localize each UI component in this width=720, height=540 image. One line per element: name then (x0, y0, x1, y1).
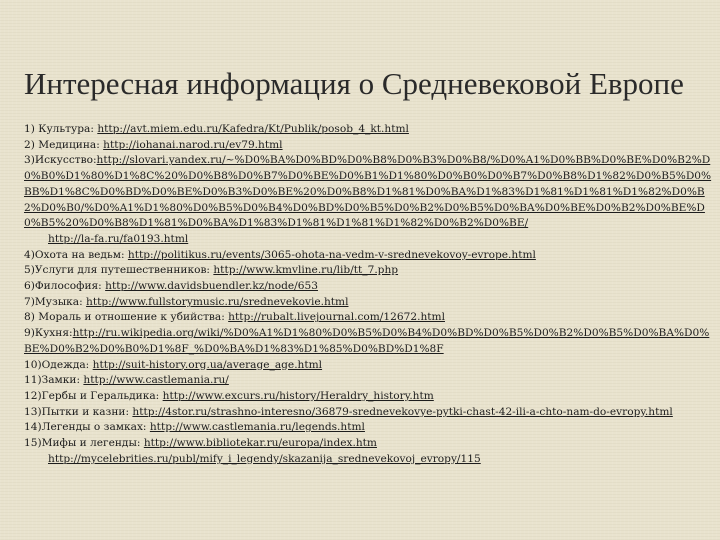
list-item (24, 153, 714, 232)
item-link-secondary[interactable]: http://la-fa.ru/fa0193.html (48, 232, 189, 245)
list-item (24, 295, 714, 311)
item-link[interactable]: http://rubalt.livejournal.com/12672.html (228, 311, 445, 324)
list-item (24, 122, 714, 138)
item-link[interactable]: http://politikus.ru/events/3065-ohota-na-vedm-v-srednevekovoy-evrope.html (127, 248, 536, 261)
item-label: 1) Культура: (24, 123, 98, 135)
item-label: 14)Легенды о замках: (24, 421, 150, 434)
item-label: 3)Искусство: (24, 154, 97, 167)
item-label: 10)Одежда: (24, 358, 93, 371)
item-link-secondary[interactable]: http://mycelebrities.ru/publ/mify_i_legendy/skazanija_srednevekovoj_evropy/115 (48, 452, 481, 465)
item-link[interactable]: http://iohanai.narod.ru/ev79.html (103, 138, 283, 151)
item-link[interactable]: http://www.excurs.ru/history/Heraldry_history.htm (162, 389, 434, 402)
item-label: 2) Медицина: (24, 138, 104, 151)
item-link[interactable]: http://ru.wikipedia.org/wiki/%D0%A1%D1%80%D0%B5%D0%B4%D0%BD%D0%B5%D0%B2%D0%B5%D0%BA%D0%BE%D0%B2%D0%B0%D1%8F_%D0%BA%D1%83%D1%85%D0%BD%D1%8F (24, 327, 710, 355)
item-link[interactable]: http://www.castlemania.ru/ (83, 374, 229, 387)
item-label: 13)Пытки и казни: (24, 405, 133, 418)
item-link[interactable]: http://www.kmvline.ru/lib/tt_7.php (213, 264, 399, 277)
list-item-continuation (24, 452, 714, 468)
item-label: 5)Услуги для путешественников: (24, 264, 214, 277)
item-link[interactable]: http://slovari.yandex.ru/~%D0%BA%D0%BD%D0%B8%D0%B3%D0%B8/%D0%A1%D0%BB%D0%BE%D0%B2%D0%B0%D1%80%D1%8C%20%D0%B8%D0%B7%D0%BE%D0%B1%D1%80%D0%B0%D0%B7%D0%B8%D1%82%D0%B5%D0%BB%D1%8C%D0%BD%D0%BE%D0%B3%D0%BE%20%D0%B8%D1%81%D0%BA%D1%83%D1%81%D1%81%D1%82%D0%B2%D0%B0/%D0%A1%D1%80%D0%B5%D0%B4%D0%BD%D0%B5%D0%B2%D0%B5%D0%BA%D0%BE%D0%B2%D0%BE%D0%B5%20%D0%B8%D1%81%D0%BA%D1%83%D1%81%D1%81%D1%82%D0%B2%D0%BE/ (24, 154, 712, 230)
item-link[interactable]: http://www.fullstorymusic.ru/srednevekovie.html (86, 295, 349, 308)
list-item (24, 263, 714, 279)
list-item (24, 373, 714, 389)
list-item (24, 436, 714, 452)
item-label: 9)Кухня: (24, 327, 73, 340)
list-item (24, 389, 714, 405)
list-item (24, 138, 714, 154)
item-link[interactable]: http://www.castlemania.ru/legends.html (149, 421, 365, 434)
item-link[interactable]: http://4stor.ru/strashno-interesno/36879-srednevekovye-pytki-chast-42-ili-a-chto-nam-do-evropy.html (132, 405, 673, 418)
item-link[interactable]: http://www.davidsbuendler.kz/node/653 (105, 280, 318, 293)
list-item (24, 248, 714, 264)
item-link[interactable]: http://avt.miem.edu.ru/Kafedra/Kt/Publik/posob_4_kt.html (97, 123, 409, 135)
item-link[interactable]: http://suit-history.org.ua/average_age.html (92, 358, 323, 371)
list-item (24, 358, 714, 374)
resource-list (24, 122, 714, 467)
list-item (24, 279, 714, 295)
list-item (24, 310, 714, 326)
list-item (24, 326, 714, 357)
item-label: 15)Мифы и легенды: (24, 437, 144, 450)
list-item (24, 405, 714, 421)
item-link[interactable]: http://www.bibliotekar.ru/europa/index.htm (143, 437, 377, 450)
item-label: 11)Замки: (24, 374, 84, 387)
list-item (24, 420, 714, 436)
item-label: 8) Мораль и отношение к убийства: (24, 311, 229, 324)
item-label: 6)Философия: (24, 280, 106, 293)
page-title: Интересная информация о Средневековой Европе (24, 66, 684, 101)
item-label: 7)Музыка: (24, 295, 87, 308)
item-label: 12)Гербы и Геральдика: (24, 389, 163, 402)
list-item-continuation (24, 232, 714, 248)
item-label: 4)Охота на ведьм: (24, 248, 128, 261)
